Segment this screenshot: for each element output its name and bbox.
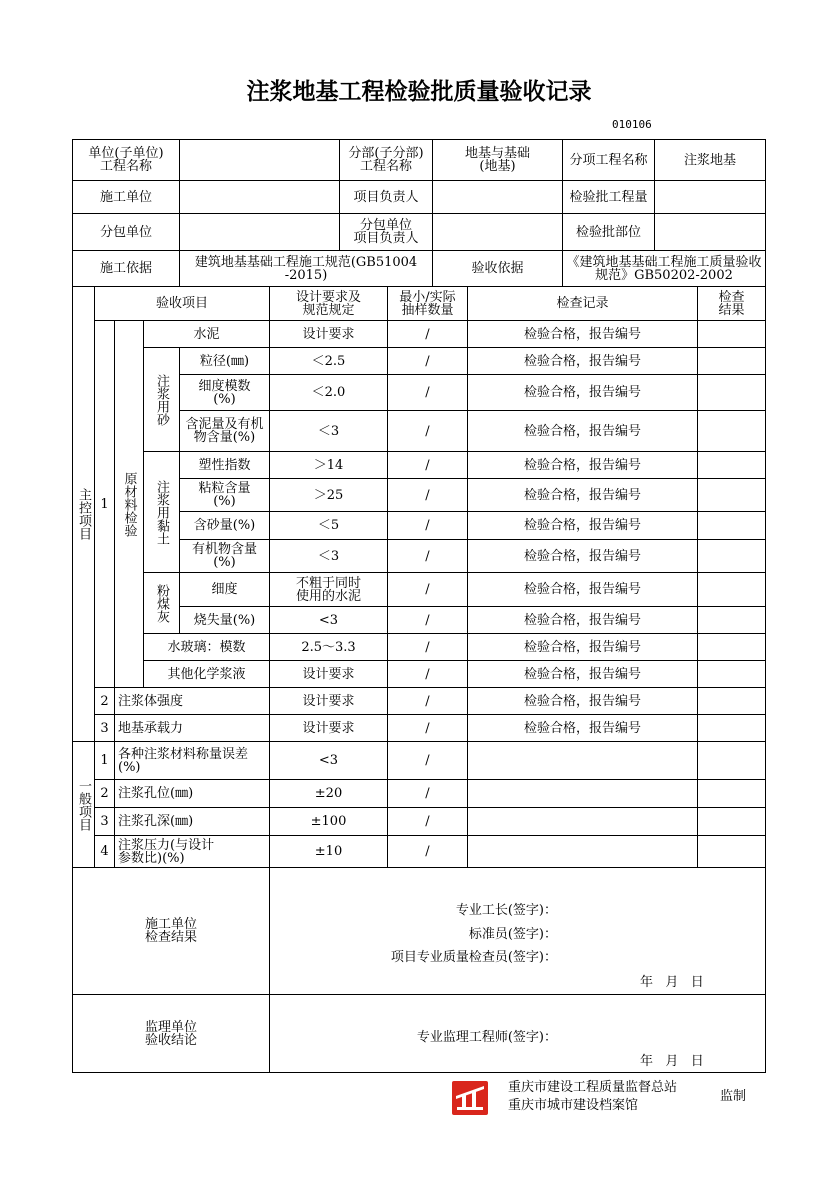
cement-record: 检验合格，报告编号 xyxy=(468,321,698,348)
supervised-label: 监制 xyxy=(720,1089,747,1104)
water-glass-modulus-requirement: 2.5～3.3 xyxy=(270,634,388,661)
sand-mud-organic-record: 检验合格，报告编号 xyxy=(468,411,698,452)
quality-inspector-signature-label: 项目专业质量检查员(签字)： xyxy=(390,950,557,965)
water-glass-modulus-sampling: / xyxy=(388,634,468,661)
acceptance-record-table xyxy=(72,139,766,1073)
form-code: 010106 xyxy=(612,118,652,131)
hole-depth-record xyxy=(468,808,698,836)
main-control-section xyxy=(73,287,95,742)
sand-particle-size-item: 粒径(㎜) xyxy=(180,348,270,375)
bearing-capacity-requirement: 设计要求 xyxy=(270,715,388,742)
other-chemical-grout-record: 检验合格，报告编号 xyxy=(468,661,698,688)
fly-ash-loss-on-ignition-result xyxy=(698,607,766,634)
grout-strength-record: 检验合格，报告编号 xyxy=(468,688,698,715)
weighing-error-item: 各种注浆材料称量误差 (%) xyxy=(115,742,270,780)
contractor-label: 施工单位 xyxy=(73,181,180,214)
fly-ash-group xyxy=(144,573,180,634)
clay-particle-content-item: 粘粒含量 (%) xyxy=(180,479,270,512)
contractor-check-result-label: 施工单位 检查结果 xyxy=(73,868,270,995)
clay-sand-content-result xyxy=(698,512,766,540)
grout-strength-number: 2 xyxy=(95,688,115,715)
clay-sand-content-requirement: ＜5 xyxy=(270,512,388,540)
general-label: 一般项目 xyxy=(76,778,91,831)
org-archives: 重庆市城市建设档案馆 xyxy=(508,1098,639,1113)
other-chemical-grout-sampling: / xyxy=(388,661,468,688)
water-glass-modulus-item: 水玻璃：模数 xyxy=(144,634,270,661)
subcontractor-label: 分包单位 xyxy=(73,214,180,251)
sand-mud-organic-item: 含泥量及有机 物含量(%) xyxy=(180,411,270,452)
hole-depth-number: 3 xyxy=(95,808,115,836)
sand-mud-organic-requirement: ＜3 xyxy=(270,411,388,452)
raw-material-number: 1 xyxy=(95,321,115,688)
batch-location-value xyxy=(655,214,766,251)
acceptance-basis-value: 《建筑地基基础工程施工质量验收 规范》GB50202-2002 xyxy=(563,251,766,287)
clay-plasticity-index-result xyxy=(698,452,766,479)
project-manager-value xyxy=(433,181,563,214)
supervising-engineer-signature-label: 专业监理工程师(签字)： xyxy=(416,1030,557,1045)
clay-organic-content-requirement: ＜3 xyxy=(270,540,388,573)
column-header-item: 验收项目 xyxy=(95,287,270,321)
sand-mud-organic-sampling: / xyxy=(388,411,468,452)
supervisor-signature-area xyxy=(270,995,766,1073)
foreman-signature-label: 专业工长(签字)： xyxy=(455,903,557,918)
weighing-error-result xyxy=(698,742,766,780)
water-glass-modulus-record: 检验合格，报告编号 xyxy=(468,634,698,661)
grouting-pressure-result xyxy=(698,836,766,868)
weighing-error-requirement: <3 xyxy=(270,742,388,780)
hole-position-sampling: / xyxy=(388,780,468,808)
grouting-pressure-sampling: / xyxy=(388,836,468,868)
raw-material-section xyxy=(115,321,144,688)
clay-plasticity-index-sampling: / xyxy=(388,452,468,479)
clay-particle-content-result xyxy=(698,479,766,512)
hole-position-requirement: ±20 xyxy=(270,780,388,808)
weighing-error-sampling: / xyxy=(388,742,468,780)
hole-depth-sampling: / xyxy=(388,808,468,836)
column-header-record: 检查记录 xyxy=(468,287,698,321)
clay-group-label: 注浆用黏土 xyxy=(154,479,169,545)
unit-project-name-value xyxy=(180,140,340,181)
clay-plasticity-index-record: 检验合格，报告编号 xyxy=(468,452,698,479)
acceptance-basis-label: 验收依据 xyxy=(433,251,563,287)
column-header-requirement: 设计要求及 规范规定 xyxy=(270,287,388,321)
contractor-value xyxy=(180,181,340,214)
sand-particle-size-requirement: ＜2.5 xyxy=(270,348,388,375)
fly-ash-loss-on-ignition-item: 烧失量(%) xyxy=(180,607,270,634)
unit-project-name-label: 单位(子单位) 工程名称 xyxy=(73,140,180,181)
supervisor-conclusion-label: 监理单位 验收结论 xyxy=(73,995,270,1073)
hole-position-result xyxy=(698,780,766,808)
fly-ash-loss-on-ignition-requirement: <3 xyxy=(270,607,388,634)
clay-plasticity-index-item: 塑性指数 xyxy=(180,452,270,479)
sand-fineness-modulus-sampling: / xyxy=(388,375,468,411)
grout-strength-result xyxy=(698,688,766,715)
clay-organic-content-item: 有机物含量 (%) xyxy=(180,540,270,573)
batch-quantity-label: 检验批工程量 xyxy=(563,181,655,214)
batch-location-label: 检验批部位 xyxy=(563,214,655,251)
clay-group xyxy=(144,452,180,573)
water-glass-modulus-result xyxy=(698,634,766,661)
fly-ash-loss-on-ignition-record: 检验合格，报告编号 xyxy=(468,607,698,634)
bearing-capacity-record: 检验合格，报告编号 xyxy=(468,715,698,742)
hole-position-record xyxy=(468,780,698,808)
raw-material-label: 原材料检验 xyxy=(121,471,137,537)
grouting-pressure-number: 4 xyxy=(95,836,115,868)
weighing-error-number: 1 xyxy=(95,742,115,780)
project-manager-label: 项目负责人 xyxy=(340,181,433,214)
bearing-capacity-number: 3 xyxy=(95,715,115,742)
fly-ash-loss-on-ignition-sampling: / xyxy=(388,607,468,634)
main-control-label: 主控项目 xyxy=(76,488,91,540)
sand-particle-size-sampling: / xyxy=(388,348,468,375)
construction-basis-label: 施工依据 xyxy=(73,251,180,287)
cement-sampling: / xyxy=(388,321,468,348)
clay-plasticity-index-requirement: ＞14 xyxy=(270,452,388,479)
division-project-name-value: 地基与基础 (地基) xyxy=(433,140,563,181)
other-chemical-grout-result xyxy=(698,661,766,688)
bearing-capacity-result xyxy=(698,715,766,742)
supervisor-date: 年 月 日 xyxy=(640,1054,704,1069)
fly-ash-fineness-requirement: 不粗于同时 使用的水泥 xyxy=(270,573,388,607)
fly-ash-fineness-item: 细度 xyxy=(180,573,270,607)
clay-particle-content-sampling: / xyxy=(388,479,468,512)
hole-position-item: 注浆孔位(㎜) xyxy=(115,780,270,808)
column-header-result: 检查 结果 xyxy=(698,287,766,321)
subcontractor-manager-label: 分包单位 项目负责人 xyxy=(340,214,433,251)
quality-station-logo-icon xyxy=(452,1081,488,1115)
grouting-pressure-record xyxy=(468,836,698,868)
fly-ash-fineness-sampling: / xyxy=(388,573,468,607)
sand-group xyxy=(144,348,180,452)
grouting-pressure-requirement: ±10 xyxy=(270,836,388,868)
clay-organic-content-sampling: / xyxy=(388,540,468,573)
other-chemical-grout-item: 其他化学浆液 xyxy=(144,661,270,688)
sand-mud-organic-result xyxy=(698,411,766,452)
hole-depth-result xyxy=(698,808,766,836)
subitem-project-name-label: 分项工程名称 xyxy=(563,140,655,181)
division-project-name-label: 分部(子分部) 工程名称 xyxy=(340,140,433,181)
standards-officer-signature-label: 标准员(签字)： xyxy=(468,927,557,942)
sand-fineness-modulus-item: 细度模数 (%) xyxy=(180,375,270,411)
fly-ash-group-label: 粉煤灰 xyxy=(154,583,169,623)
sand-fineness-modulus-result xyxy=(698,375,766,411)
bearing-capacity-sampling: / xyxy=(388,715,468,742)
page-title: 注浆地基工程检验批质量验收记录 xyxy=(246,78,592,105)
hole-depth-item: 注浆孔深(㎜) xyxy=(115,808,270,836)
hole-position-number: 2 xyxy=(95,780,115,808)
clay-organic-content-record: 检验合格，报告编号 xyxy=(468,540,698,573)
cement-result xyxy=(698,321,766,348)
fly-ash-fineness-result xyxy=(698,573,766,607)
clay-sand-content-sampling: / xyxy=(388,512,468,540)
clay-organic-content-result xyxy=(698,540,766,573)
subcontractor-value xyxy=(180,214,340,251)
clay-particle-content-record: 检验合格，报告编号 xyxy=(468,479,698,512)
batch-quantity-value xyxy=(655,181,766,214)
grout-strength-item: 注浆体强度 xyxy=(115,688,270,715)
sand-particle-size-record: 检验合格，报告编号 xyxy=(468,348,698,375)
subcontractor-manager-value xyxy=(433,214,563,251)
subitem-project-name-value: 注浆地基 xyxy=(655,140,766,181)
grout-strength-sampling: / xyxy=(388,688,468,715)
org-quality-station: 重庆市建设工程质量监督总站 xyxy=(508,1080,678,1095)
other-chemical-grout-requirement: 设计要求 xyxy=(270,661,388,688)
hole-depth-requirement: ±100 xyxy=(270,808,388,836)
clay-sand-content-record: 检验合格，报告编号 xyxy=(468,512,698,540)
clay-particle-content-requirement: ＞25 xyxy=(270,479,388,512)
grout-strength-requirement: 设计要求 xyxy=(270,688,388,715)
contractor-date: 年 月 日 xyxy=(640,975,704,990)
cement-requirement: 设计要求 xyxy=(270,321,388,348)
contractor-signature-area xyxy=(270,868,766,995)
sand-group-label: 注浆用砂 xyxy=(154,373,169,426)
clay-sand-content-item: 含砂量(%) xyxy=(180,512,270,540)
fly-ash-fineness-record: 检验合格，报告编号 xyxy=(468,573,698,607)
grouting-pressure-item: 注浆压力(与设计 参数比)(%) xyxy=(115,836,270,868)
column-header-sampling: 最小/实际 抽样数量 xyxy=(388,287,468,321)
bearing-capacity-item: 地基承载力 xyxy=(115,715,270,742)
construction-basis-value: 建筑地基基础工程施工规范(GB51004 -2015) xyxy=(180,251,433,287)
cement-item: 水泥 xyxy=(144,321,270,348)
sand-particle-size-result xyxy=(698,348,766,375)
weighing-error-record xyxy=(468,742,698,780)
sand-fineness-modulus-requirement: ＜2.0 xyxy=(270,375,388,411)
general-section xyxy=(73,742,95,868)
sand-fineness-modulus-record: 检验合格，报告编号 xyxy=(468,375,698,411)
